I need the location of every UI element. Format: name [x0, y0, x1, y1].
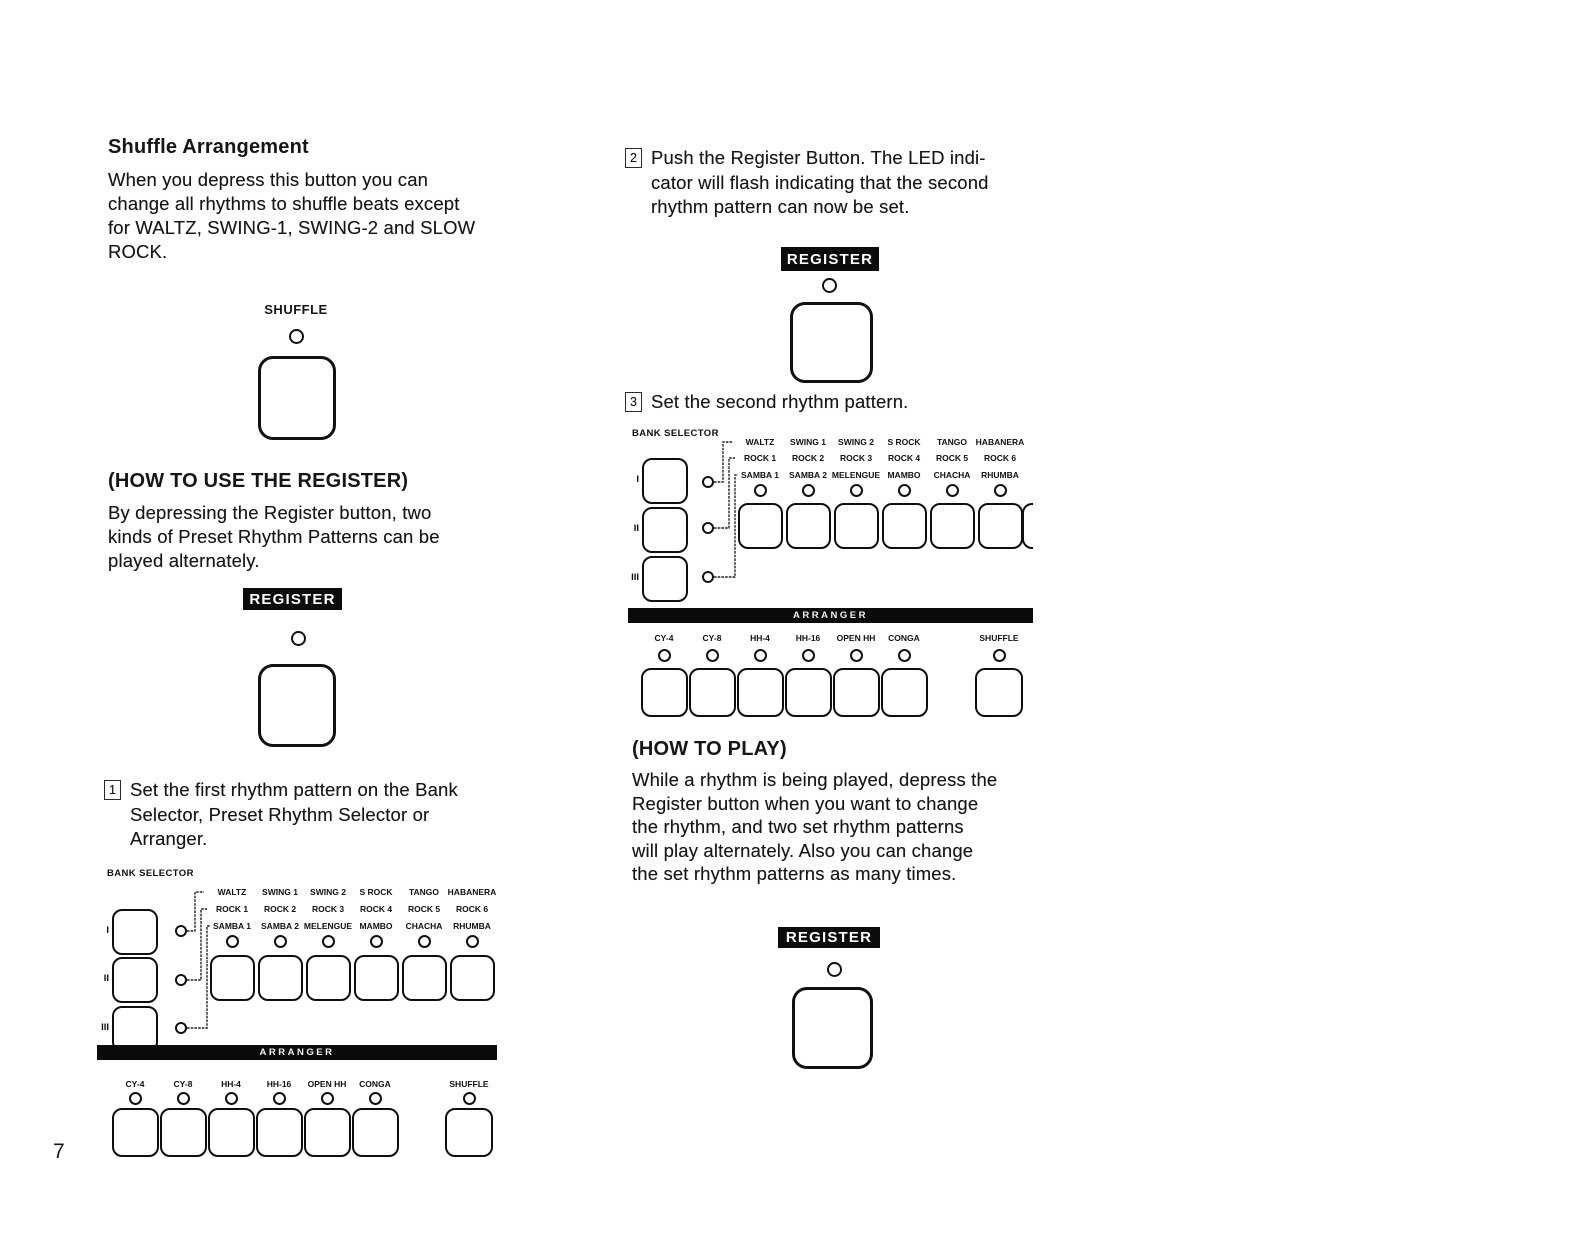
rhythm-button: [354, 955, 399, 1001]
bank-selector-arranger-panel: [95, 862, 500, 1162]
led-indicator: [273, 1092, 286, 1105]
shuffle-arrangement-heading: Shuffle Arrangement: [108, 136, 309, 158]
register-label: REGISTER: [243, 588, 342, 610]
arranger-button: [304, 1108, 351, 1157]
text-line: rhythm pattern can now be set.: [651, 196, 910, 217]
rhythm-name-label: SAMBA 1: [213, 921, 251, 931]
register-button: [258, 664, 336, 747]
rhythm-name-label: ROCK 1: [743, 453, 777, 463]
text-line: Set the second rhythm pattern.: [651, 391, 909, 412]
rhythm-button: [786, 503, 831, 549]
arranger-button: [641, 668, 688, 717]
page-number: 7: [53, 1140, 66, 1163]
rhythm-button: [978, 503, 1023, 549]
led-indicator: [225, 1092, 238, 1105]
rhythm-button: [306, 955, 351, 1001]
arranger-name-label: HH-16: [795, 633, 821, 643]
bank-selector-arranger-panel: [623, 420, 1033, 722]
text-line: cator will flash indicating that the second: [651, 171, 989, 193]
led-indicator: [274, 935, 287, 948]
rhythm-name-label: SWING 1: [790, 437, 826, 447]
rhythm-name-label: CHACHA: [933, 470, 971, 480]
arranger-name-label: HH-4: [221, 1079, 241, 1089]
arranger-button: [160, 1108, 207, 1157]
rhythm-name-label: ROCK 4: [359, 904, 393, 914]
how-to-use-register-body: [108, 501, 440, 573]
rhythm-name-label: MAMBO: [887, 470, 921, 480]
led-indicator: [754, 484, 767, 497]
led-indicator: [827, 962, 842, 977]
bank-number-label: III: [101, 1022, 109, 1033]
led-indicator: [850, 484, 863, 497]
rhythm-name-label: WALTZ: [745, 437, 775, 447]
text-line: Register button when you want to change: [632, 792, 979, 814]
text-line: ROCK.: [108, 241, 168, 262]
led-indicator: [370, 935, 383, 948]
rhythm-name-label: S ROCK: [359, 887, 393, 897]
rhythm-button: [450, 955, 495, 1001]
text-line: change all rhythms to shuffle beats except: [108, 193, 460, 214]
rhythm-name-label: SWING 1: [262, 887, 298, 897]
shuffle-name-label: SHUFFLE: [979, 633, 1019, 643]
step-text: [130, 778, 458, 852]
arranger-button: [881, 668, 928, 717]
arranger-button: [256, 1108, 303, 1157]
rhythm-name-label: S ROCK: [887, 437, 921, 447]
text-line: kinds of Preset Rhythm Patterns can be: [108, 526, 440, 547]
rhythm-name-label: ROCK 1: [215, 904, 249, 914]
arranger-bar: ARRANGER: [97, 1045, 497, 1060]
rhythm-button: [258, 955, 303, 1001]
bank-number-label: I: [636, 474, 639, 485]
shuffle-arrangement-body: [108, 168, 475, 264]
led-indicator: [129, 1092, 142, 1105]
rhythm-name-label: SAMBA 1: [741, 470, 779, 480]
text-line: the set rhythm patterns as many times.: [632, 863, 957, 884]
rhythm-name-label: TANGO: [936, 437, 968, 447]
rhythm-name-label: TANGO: [408, 887, 440, 897]
led-indicator: [850, 649, 863, 662]
led-indicator: [898, 649, 911, 662]
arranger-name-label: HH-16: [266, 1079, 292, 1089]
rhythm-button: [882, 503, 927, 549]
led-indicator: [322, 935, 335, 948]
led-indicator: [177, 1092, 190, 1105]
led-indicator: [822, 278, 837, 293]
step-1: [104, 778, 458, 852]
shuffle-name-label: SHUFFLE: [449, 1079, 489, 1089]
rhythm-name-label: CHACHA: [405, 921, 443, 931]
led-indicator: [706, 649, 719, 662]
rhythm-name-label: HABANERA: [975, 437, 1025, 447]
led-indicator: [993, 649, 1006, 662]
led-indicator: [369, 1092, 382, 1105]
led-indicator: [321, 1092, 334, 1105]
text-line: By depressing the Register button, two: [108, 502, 432, 523]
arranger-button: [689, 668, 736, 717]
text-line: Set the first rhythm pattern on the Bank: [130, 779, 458, 800]
rhythm-name-label: ROCK 3: [311, 904, 345, 914]
led-indicator: [418, 935, 431, 948]
rhythm-name-label: RHUMBA: [453, 921, 491, 931]
arranger-name-label: CY-8: [702, 633, 722, 643]
rhythm-name-label: ROCK 3: [839, 453, 873, 463]
rhythm-name-label: SWING 2: [838, 437, 874, 447]
rhythm-name-label: ROCK 2: [263, 904, 297, 914]
arranger-button: [737, 668, 784, 717]
arranger-name-label: OPEN HH: [307, 1079, 347, 1089]
led-indicator: [658, 649, 671, 662]
led-indicator: [994, 484, 1007, 497]
led-indicator: [289, 329, 304, 344]
rhythm-name-label: ROCK 4: [887, 453, 921, 463]
led-indicator: [226, 935, 239, 948]
rhythm-name-label: SAMBA 2: [789, 470, 827, 480]
rhythm-button: [834, 503, 879, 549]
arranger-name-label: OPEN HH: [836, 633, 876, 643]
rhythm-name-label: RHUMBA: [981, 470, 1019, 480]
rhythm-name-label: ROCK 6: [983, 453, 1017, 463]
shuffle-button-label: SHUFFLE: [264, 302, 328, 317]
text-line: for WALTZ, SWING-1, SWING-2 and SLOW: [108, 217, 476, 238]
text-line: will play alternately. Also you can change: [632, 839, 974, 861]
arranger-button: [208, 1108, 255, 1157]
rhythm-button: [402, 955, 447, 1001]
step-3: [625, 390, 908, 415]
text-line: When you depress this button you can: [108, 169, 429, 190]
arranger-name-label: CY-4: [654, 633, 674, 643]
register-button: [792, 987, 873, 1069]
bank-selector-label: BANK SELECTOR: [107, 868, 194, 879]
register-label: REGISTER: [781, 247, 879, 271]
rhythm-button: [930, 503, 975, 549]
rhythm-button: [210, 955, 255, 1001]
rhythm-name-label: HABANERA: [447, 887, 497, 897]
text-line: the rhythm, and two set rhythm patterns: [632, 816, 964, 837]
shuffle-button: [258, 356, 336, 440]
bank-number-label: I: [106, 925, 109, 936]
step-text: [651, 146, 989, 220]
led-indicator: [898, 484, 911, 497]
step-number-box: 3: [625, 392, 642, 412]
rhythm-name-label: ROCK 5: [407, 904, 441, 914]
arranger-button: [112, 1108, 159, 1157]
arranger-name-label: CONGA: [888, 633, 920, 643]
rhythm-name-label: MELENGUE: [831, 470, 881, 480]
arranger-button: [785, 668, 832, 717]
text-line: While a rhythm is being played, depress the: [632, 769, 998, 790]
step-2: [625, 146, 989, 220]
rhythm-name-label: MAMBO: [359, 921, 393, 931]
arranger-name-label: CY-8: [173, 1079, 193, 1089]
text-line: Push the Register Button. The LED indi-: [651, 147, 986, 168]
bank-number-label: II: [633, 523, 639, 534]
step-number-box: 2: [625, 148, 642, 168]
bank-number-label: II: [103, 973, 109, 984]
led-indicator: [466, 935, 479, 948]
register-label: REGISTER: [778, 927, 880, 948]
how-to-play-body: [632, 768, 997, 886]
arranger-bar: ARRANGER: [628, 608, 1033, 623]
how-to-use-register-heading: (HOW TO USE THE REGISTER): [108, 470, 409, 492]
step-number-box: 1: [104, 780, 121, 800]
rhythm-name-label: MELENGUE: [303, 921, 353, 931]
led-indicator: [754, 649, 767, 662]
arranger-name-label: CONGA: [359, 1079, 391, 1089]
step-text: [651, 390, 908, 415]
rhythm-name-label: WALTZ: [217, 887, 247, 897]
led-indicator: [802, 484, 815, 497]
rhythm-name-label: ROCK 2: [791, 453, 825, 463]
led-indicator: [463, 1092, 476, 1105]
shuffle-button: [975, 668, 1023, 717]
rhythm-name-label: SWING 2: [310, 887, 346, 897]
shuffle-button: [445, 1108, 493, 1157]
led-indicator: [946, 484, 959, 497]
led-indicator: [802, 649, 815, 662]
text-line: Arranger.: [130, 828, 208, 849]
bank-number-label: III: [631, 572, 639, 583]
bank-selector-label: BANK SELECTOR: [632, 428, 719, 439]
rhythm-name-label: ROCK 5: [935, 453, 969, 463]
rhythm-name-label: ROCK 6: [455, 904, 489, 914]
arranger-button: [833, 668, 880, 717]
rhythm-button: [738, 503, 783, 549]
text-line: played alternately.: [108, 550, 260, 571]
arranger-name-label: HH-4: [750, 633, 770, 643]
arranger-button: [352, 1108, 399, 1157]
how-to-play-heading: (HOW TO PLAY): [632, 738, 787, 760]
rhythm-button-partial: [1022, 503, 1033, 549]
register-button: [790, 302, 873, 383]
text-line: Selector, Preset Rhythm Selector or: [130, 803, 430, 825]
led-indicator: [291, 631, 306, 646]
rhythm-name-label: SAMBA 2: [261, 921, 299, 931]
arranger-name-label: CY-4: [125, 1079, 145, 1089]
